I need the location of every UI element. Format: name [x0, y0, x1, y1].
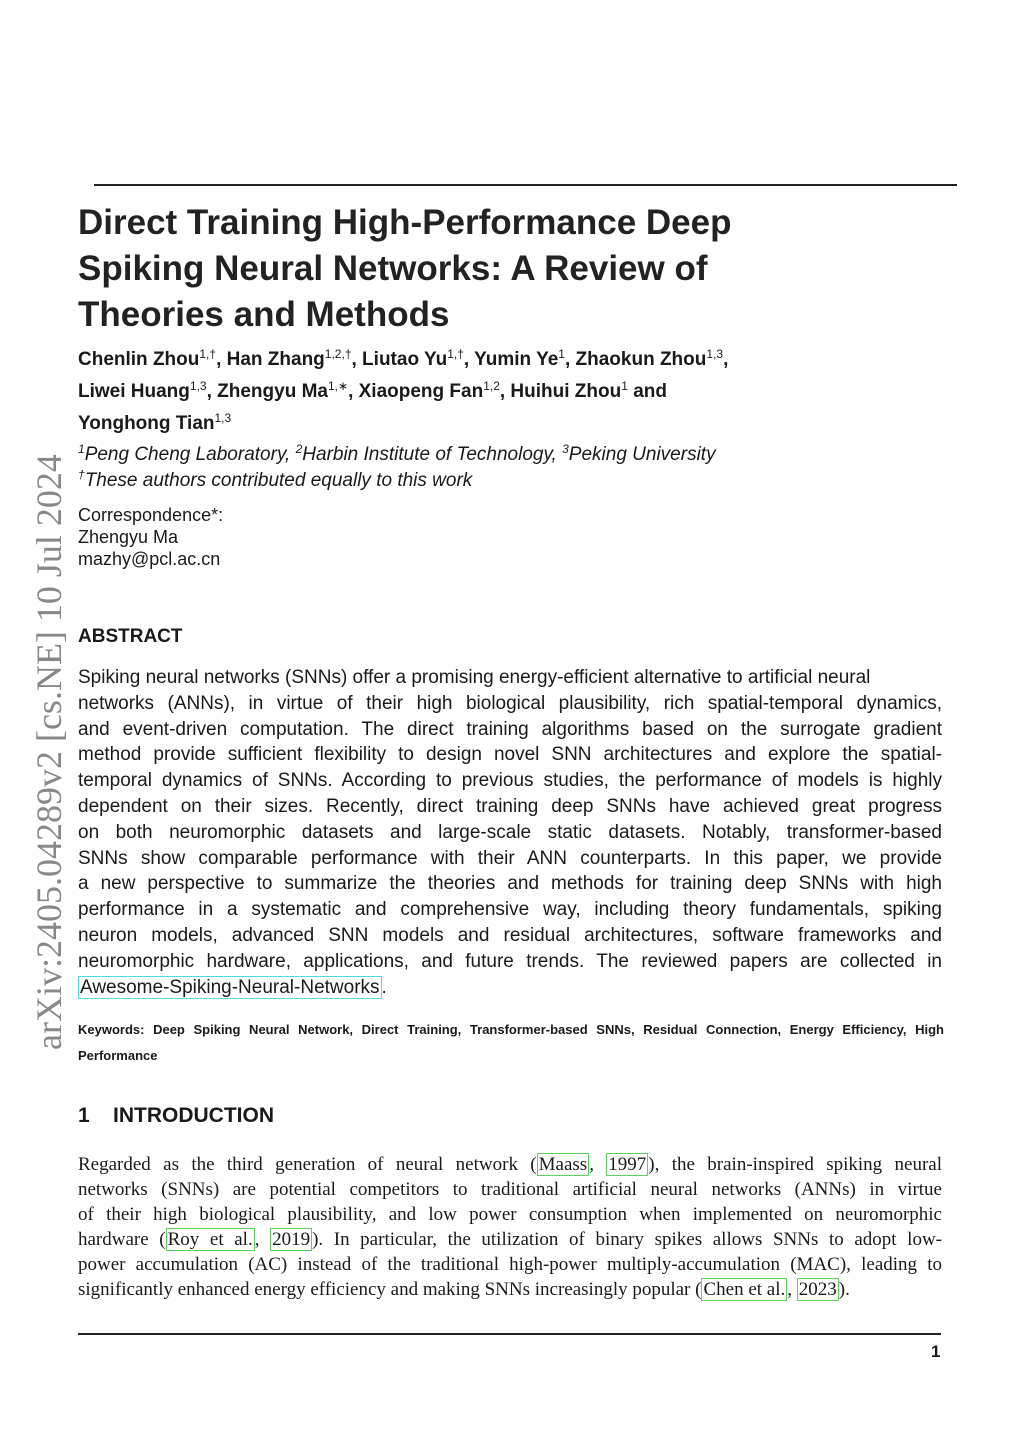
author-name: Chenlin Zhou	[78, 349, 200, 370]
intro-text: significantly enhanced energy efficiency and making SNNs increasingly popular (	[78, 1279, 702, 1300]
intro-line	[78, 1152, 942, 1177]
header-rule	[94, 184, 957, 186]
equal-contribution-text: These authors contributed equally to this work	[84, 470, 473, 491]
author-affiliation-mark: 1,3	[706, 347, 724, 361]
intro-text: ). In particular, the utilization of binary spikes allows SNNs to adopt low-	[312, 1229, 942, 1250]
affiliation-number: 2	[295, 442, 303, 456]
author-affiliation-mark: 1	[621, 379, 628, 393]
author-affiliation-mark: 1,2,†	[324, 347, 352, 361]
introduction-paragraph	[78, 1152, 942, 1302]
dagger-mark: †	[78, 468, 85, 482]
author-separator: ,	[723, 349, 729, 370]
abstract-line: on both neuromorphic datasets and large-scale static datasets. Notably, transformer-based	[78, 821, 942, 843]
author-line	[78, 344, 958, 376]
affiliation-name: Harbin Institute of Technology,	[302, 444, 563, 465]
author-separator: and	[627, 381, 667, 402]
author-name: , Huihui Zhou	[499, 381, 622, 402]
intro-line: of their high biological plausibility, and low power consumption when implemented on neuromorphic	[78, 1204, 942, 1225]
author-name: Liwei Huang	[78, 381, 190, 402]
citation-author-link[interactable]: Roy et al.	[167, 1229, 253, 1250]
abstract-line: method provide sufficient flexibility to design novel SNN architectures and explore the spatial-	[78, 744, 942, 766]
affiliation-name: Peking University	[568, 444, 716, 465]
citation-year-link[interactable]: 1997	[608, 1154, 647, 1175]
correspondence-email[interactable]: mazhy@pcl.ac.cn	[78, 549, 221, 569]
intro-line	[78, 1227, 942, 1252]
author-name: , Zhaokun Zhou	[564, 349, 707, 370]
correspondence-label: Correspondence*:	[78, 505, 224, 525]
author-name: Yonghong Tian	[78, 413, 215, 434]
author-affiliation-mark: 1,3	[189, 379, 207, 393]
intro-line: power accumulation (AC) instead of the traditional high-power multiply-accumulation (MAC), leading to	[78, 1254, 942, 1275]
intro-text: ,	[787, 1279, 797, 1300]
abstract-line: performance in a systematic and comprehensive way, including theory fundamentals, spiking	[78, 899, 942, 921]
author-name: , Han Zhang	[216, 349, 325, 370]
section-heading	[78, 1104, 274, 1128]
affiliation-number: 3	[562, 442, 569, 456]
affiliation-name: Peng Cheng Laboratory,	[84, 444, 296, 465]
abstract-line	[78, 975, 942, 1001]
author-name: , Zhengyu Ma	[206, 381, 328, 402]
affiliation-line	[78, 442, 958, 468]
author-affiliation-mark: 1,∗	[328, 379, 349, 393]
correspondence-name: Zhengyu Ma	[78, 527, 179, 547]
intro-line	[78, 1277, 942, 1302]
correspondence-block	[78, 504, 223, 570]
intro-text: ).	[838, 1279, 850, 1300]
intro-text: ,	[589, 1154, 607, 1175]
keywords-line: Keywords: Deep Spiking Neural Network, Direct Training, Transformer-based SNNs, Residual Connection, Energy Efficiency, High	[78, 1022, 944, 1037]
affiliation-number: 1	[78, 442, 85, 456]
author-line	[78, 408, 958, 440]
citation-year-link[interactable]: 2023	[798, 1279, 837, 1300]
abstract-line: Spiking neural networks (SNNs) offer a promising energy-efficient alternative to artificial neural	[78, 667, 871, 688]
author-name: , Liutao Yu	[351, 349, 448, 370]
abstract-line: a new perspective to summarize the theories and methods for training deep SNNs with high	[78, 873, 942, 895]
equal-contribution-note	[78, 468, 958, 494]
intro-text: ,	[254, 1229, 271, 1250]
page-number: 1	[931, 1342, 941, 1361]
citation-author-link[interactable]: Maass	[538, 1154, 588, 1175]
abstract-line: SNNs show comparable performance with their ANN counterparts. In this paper, we provide	[78, 847, 942, 869]
author-affiliation-mark: 1	[558, 347, 565, 361]
author-affiliation-mark: 1,2	[483, 379, 500, 393]
intro-line: networks (SNNs) are potential competitors to traditional artificial neural networks (ANNs) in virtue	[78, 1179, 942, 1200]
footer-rule	[78, 1333, 941, 1335]
author-line	[78, 376, 958, 408]
keywords-line: Performance	[78, 1048, 158, 1063]
title-line: Direct Training High-Performance Deep	[78, 203, 732, 242]
arxiv-identifier-stamp: arXiv:2405.04289v2 [cs.NE] 10 Jul 2024	[29, 454, 69, 1050]
citation-author-link[interactable]: Chen et al.	[703, 1279, 786, 1300]
section-title: INTRODUCTION	[113, 1104, 274, 1127]
abstract-end-punctuation: .	[381, 976, 387, 998]
keywords	[78, 1017, 944, 1069]
abstract-line: temporal dynamics of SNNs. According to previous studies, the performance of models is highly	[78, 770, 942, 792]
intro-text: Regarded as the third generation of neural network (	[78, 1154, 537, 1175]
abstract-line: networks (ANNs), in virtue of their high biological plausibility, rich spatial-temporal dynamics,	[78, 692, 942, 714]
abstract-line: dependent on their sizes. Recently, direct training deep SNNs have achieved great progress	[78, 795, 942, 817]
abstract-line: neuron models, advanced SNN models and residual architectures, software frameworks and	[78, 924, 942, 946]
author-affiliation-mark: 1,†	[447, 347, 464, 361]
intro-text: ), the brain-inspired spiking neural	[648, 1154, 943, 1175]
title-line: Spiking Neural Networks: A Review of	[78, 249, 708, 288]
author-name: , Yumin Ye	[463, 349, 559, 370]
abstract-body	[78, 665, 942, 1000]
author-name: , Xiaopeng Fan	[348, 381, 484, 402]
intro-text: hardware (	[78, 1229, 166, 1250]
author-affiliation-mark: 1,3	[214, 411, 232, 425]
author-affiliation-mark: 1,†	[199, 347, 217, 361]
title-line: Theories and Methods	[78, 295, 450, 334]
citation-year-link[interactable]: 2019	[272, 1229, 311, 1250]
abstract-heading: ABSTRACT	[78, 626, 183, 647]
affiliations	[78, 442, 958, 494]
abstract-line: and event-driven computation. The direct training algorithms based on the surrogate gradient	[78, 718, 942, 740]
author-list	[78, 344, 958, 440]
abstract-line: neuromorphic hardware, applications, and future trends. The reviewed papers are collected in	[78, 950, 942, 972]
section-number: 1	[78, 1104, 90, 1127]
paper-title	[78, 200, 838, 338]
repository-link[interactable]: Awesome-Spiking-Neural-Networks	[80, 976, 380, 998]
